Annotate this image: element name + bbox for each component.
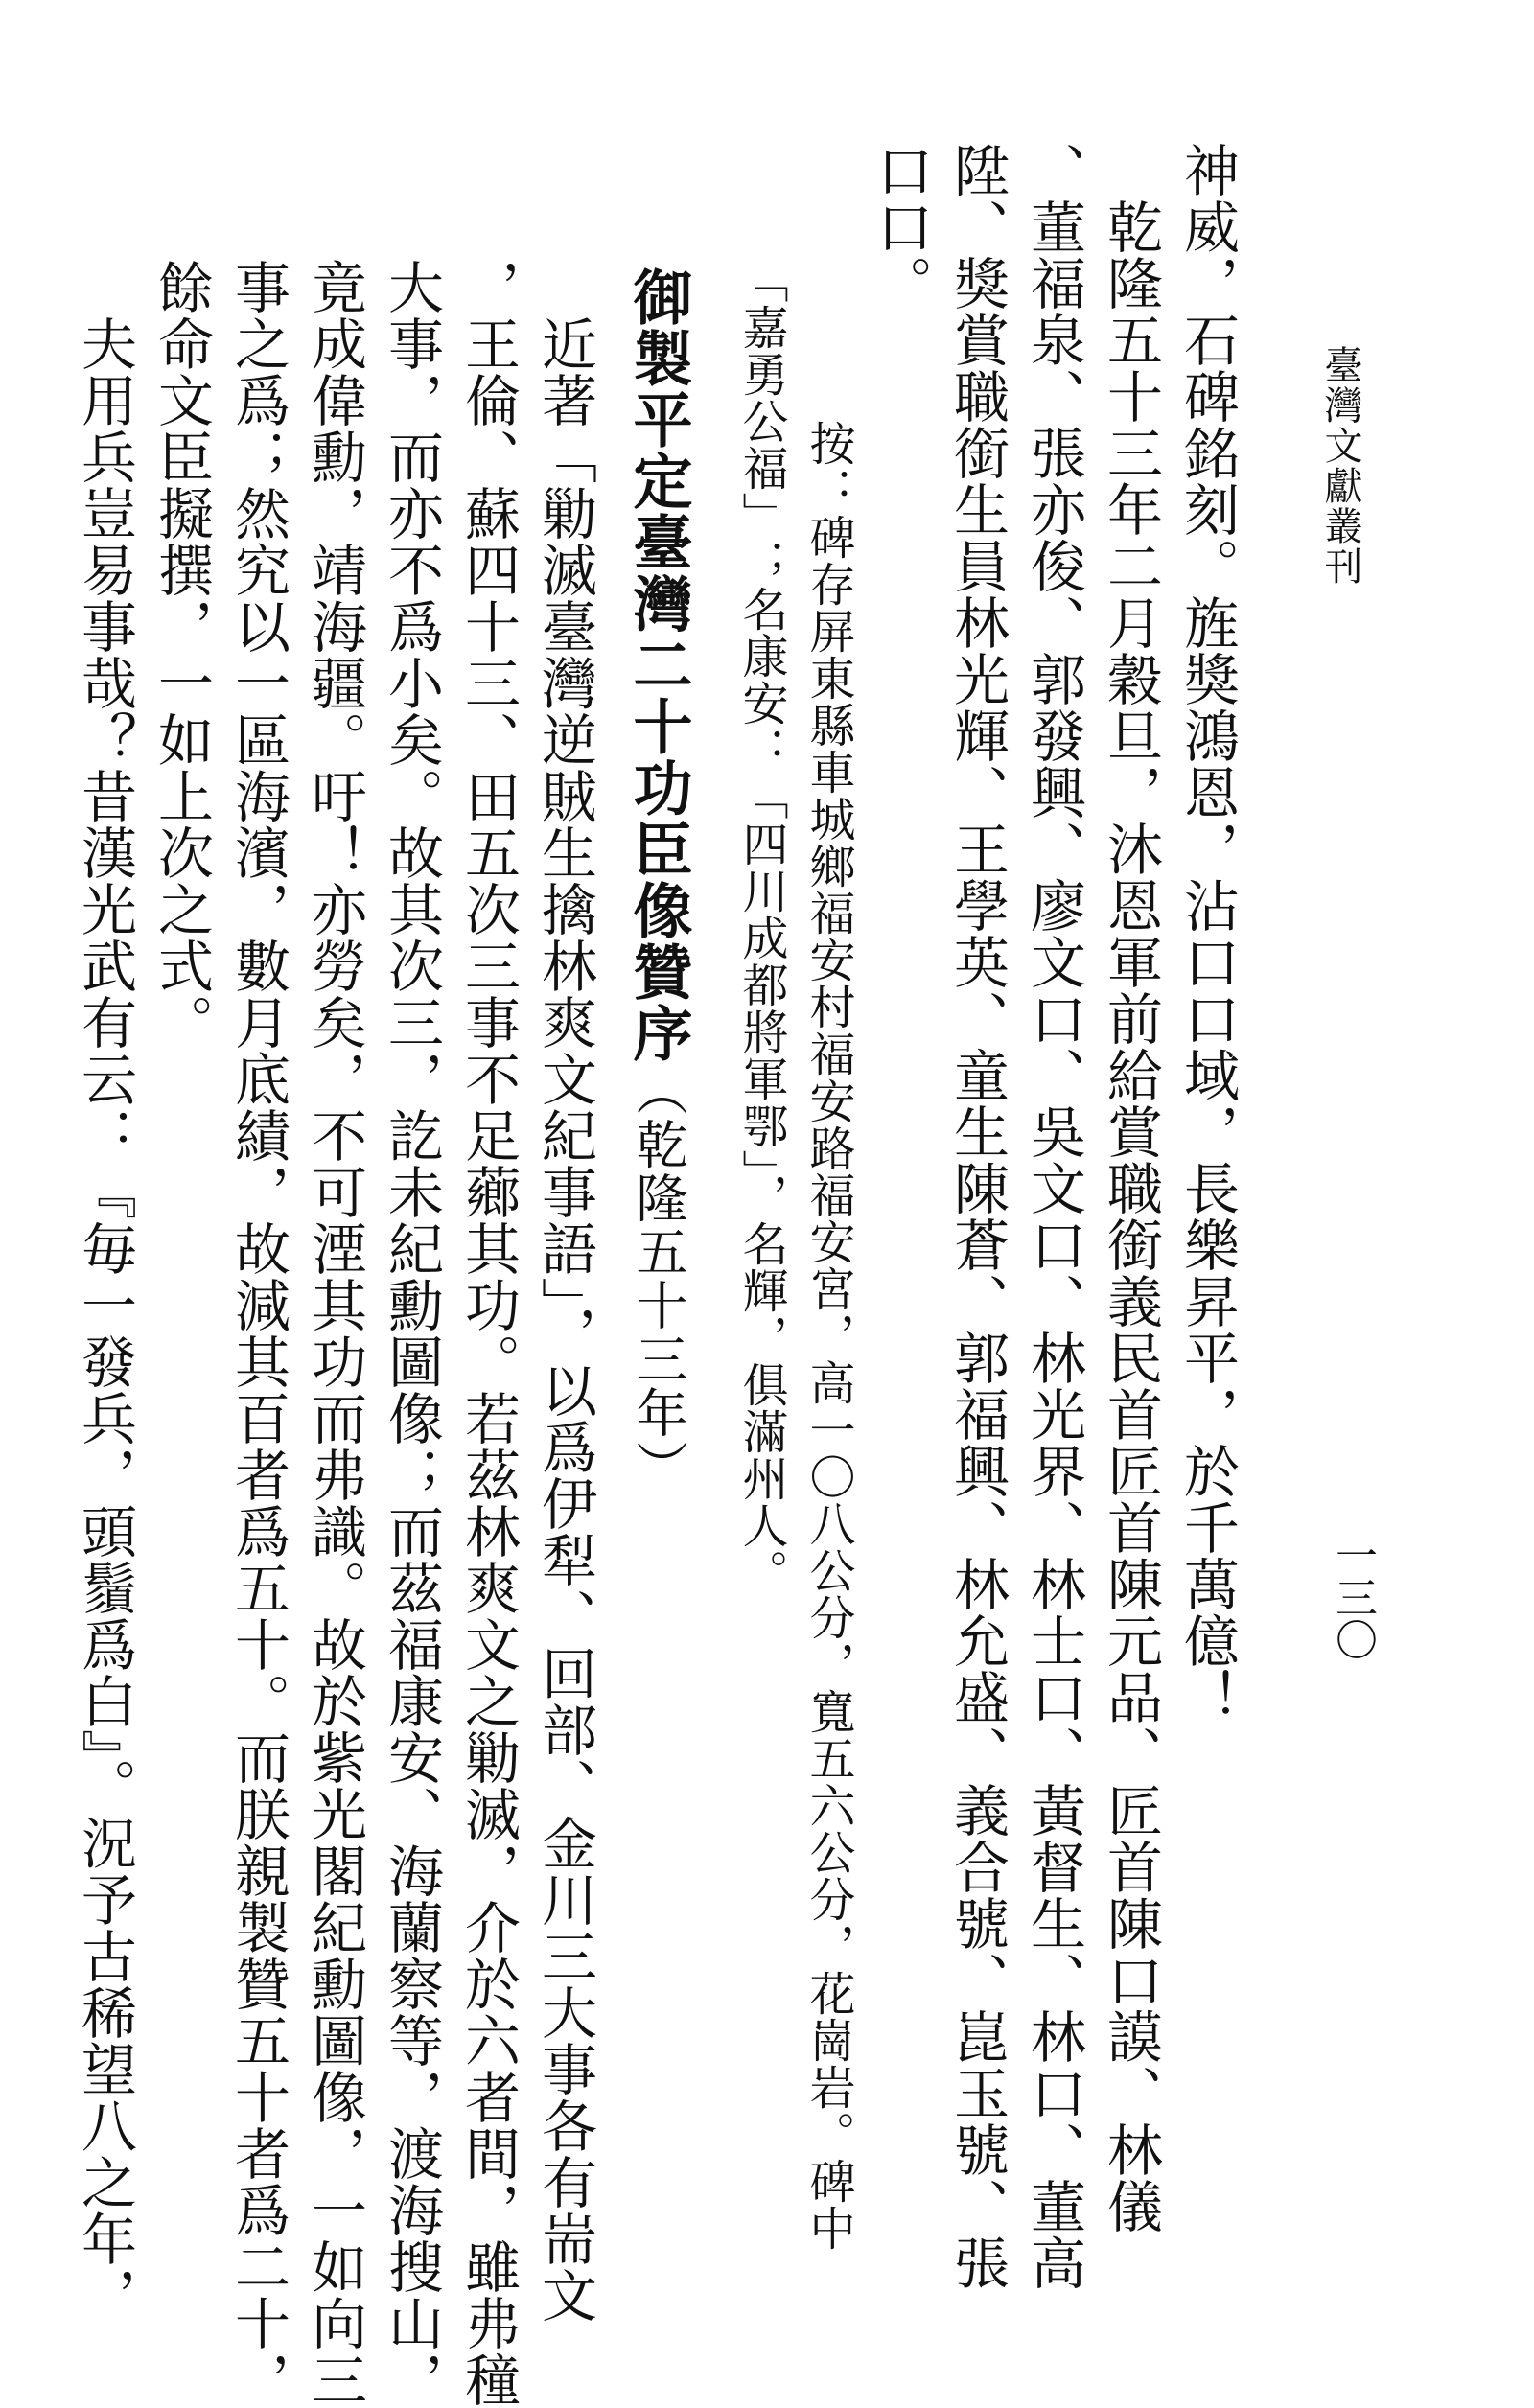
running-header: 臺灣文獻叢刊 [1318,345,1362,587]
text-column-2: 乾隆五十三年二月穀旦，沐恩軍前給賞職銜義民首匠首陳元品、匠首陳口謨、林儀 [1098,142,1163,2234]
text-column-8: 大事，而亦不爲小矣。故其次三，訖未紀勳圖像；而茲福康安、海蘭察等，渡海搜山， [379,259,444,2408]
text-column-9: 竟成偉勳，靖海疆。吁！亦勞矣，不可湮其功而弗識。故於紫光閣紀勳圖像，一如向三 [302,259,367,2408]
text-column-3: 、董福泉、張亦俊、郭發興、廖文口、吳文口、林光界、林士口、黃督生、林口、董高 [1021,142,1086,2291]
text-column-4: 陞、獎賞職銜生員林光輝、王學英、童生陳蒼、郭福興、林允盛、義合號、崑玉號、張 [944,142,1010,2291]
text-column-5: 口口。 [868,142,933,312]
text-column-10: 事之爲；然究以一區海濱，數月底績，故減其百者爲五十。而朕親製贊五十者爲二十， [225,259,291,2408]
section-title: 御製平定臺灣二十功臣像贊序 [623,266,693,1064]
section-date: （乾隆五十三年） [628,1064,688,1493]
page-number: 一三〇 [1328,1534,1377,1660]
note-column-2: 「嘉勇公福」；名康安：「四川成都將軍鄂」，名輝，俱滿州人。 [734,257,788,1596]
text-column-1: 神威，石碑銘刻。旌獎鴻恩，沾口口域，長樂昇平，於千萬億！ [1174,142,1240,1725]
note-column-1: 按：碑存屏東縣車城鄉福安村福安路福安宮，高一〇八公分，寬五六公分，花崗岩。碑中 [802,326,855,2252]
text-column-7: ，王倫、蘇四十三、田五次三事不足薌其功。若茲林爽文之勦滅，介於六者間，雖弗穜 [455,259,521,2408]
section-heading [623,266,693,1493]
text-column-11: 餘命文臣擬撰，一如上次之式。 [149,259,214,1051]
text-column-6: 近著「勦滅臺灣逆賊生擒林爽文紀事語」，以爲伊犁、回部、金川三大事各有耑文 [532,259,597,2324]
text-column-12: 夫用兵豈易事哉？昔漢光武有云：『毎一發兵，頭鬚爲白』。況予古稀望八之年， [72,259,137,2324]
